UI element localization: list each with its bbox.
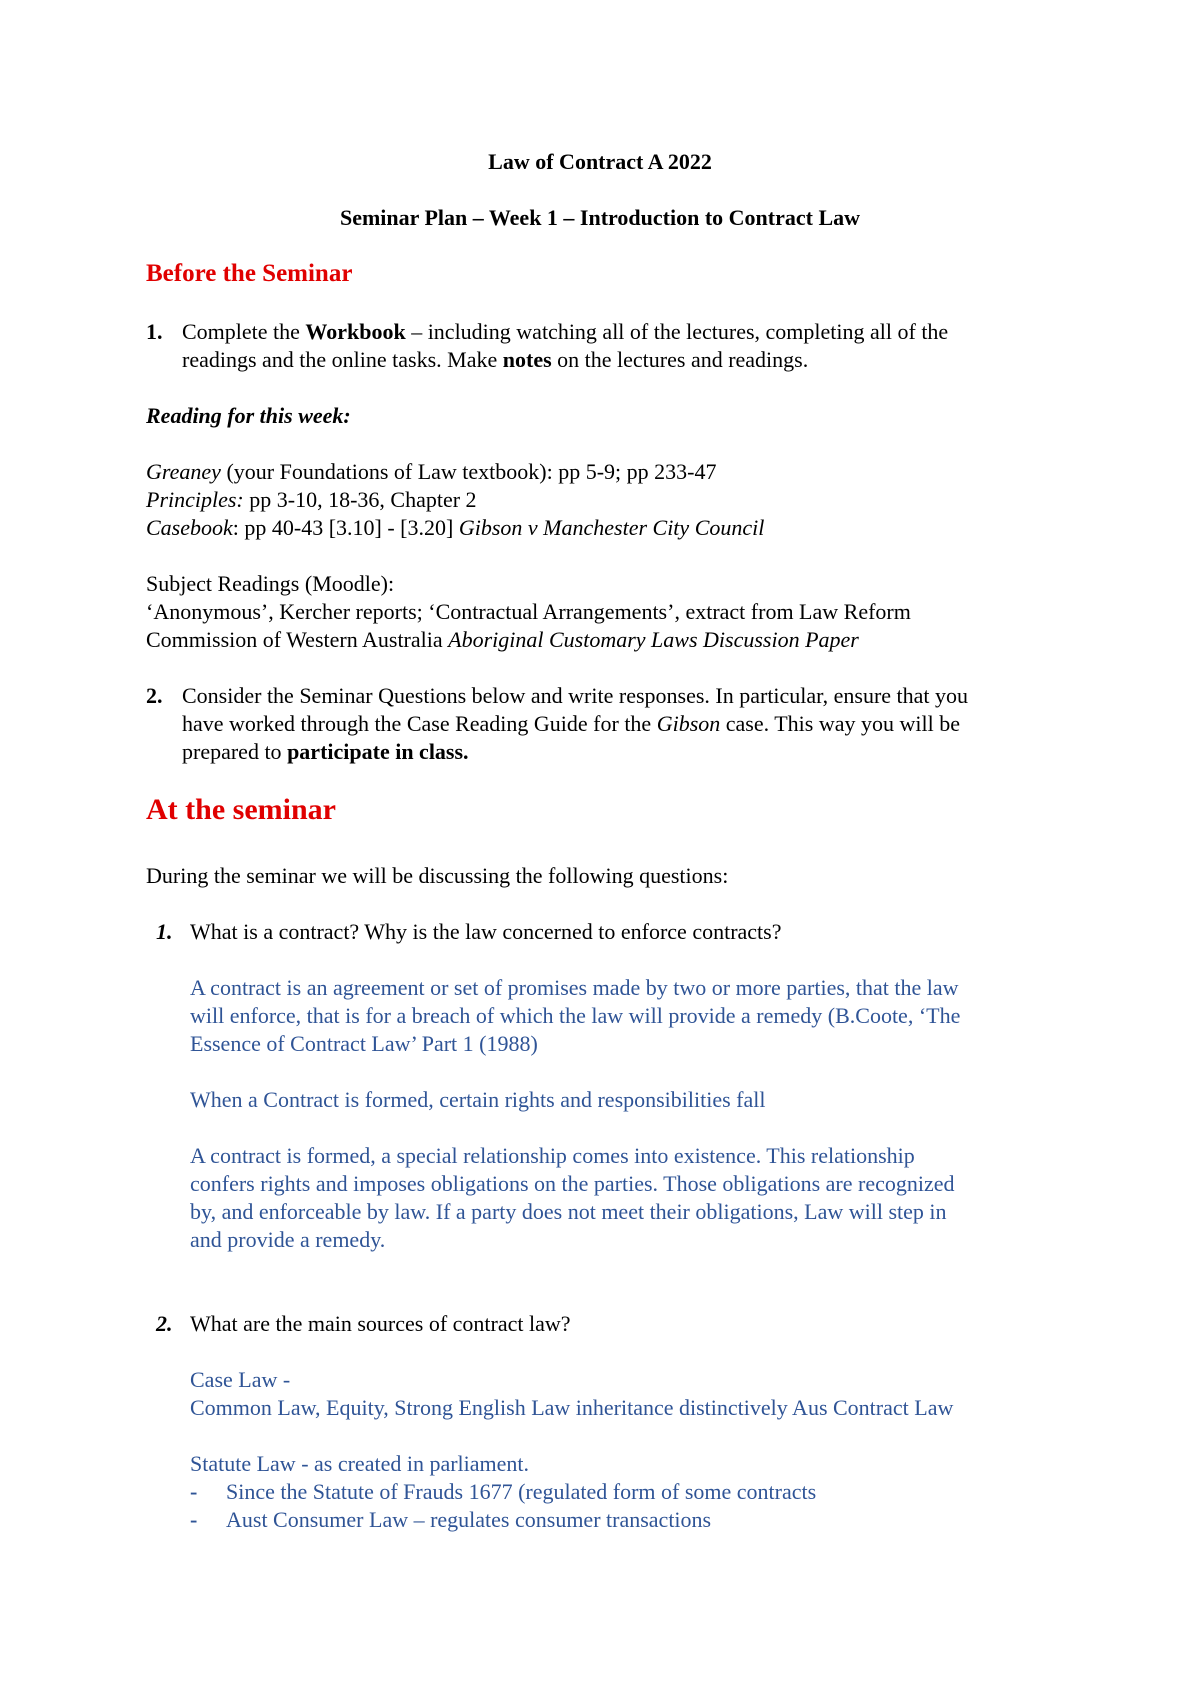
answer-1-para-3-line-2: confers rights and imposes obligations on the parties. Those obligations are recognized [190, 1171, 955, 1196]
subject-readings-line-1: ‘Anonymous’, Kercher reports; ‘Contractual Arrangements’, extract from Law Reform [146, 599, 911, 624]
question-2-text: What are the main sources of contract law? [190, 1311, 571, 1336]
subject-readings-heading: Subject Readings (Moodle): [146, 571, 395, 596]
question-number: 2. [156, 1311, 173, 1336]
subject-readings-line-2: Commission of Western Australia Aboriginal Customary Laws Discussion Paper [146, 627, 859, 652]
question-number: 1. [156, 919, 173, 944]
reading-principles: Principles: pp 3-10, 18-36, Chapter 2 [146, 487, 477, 512]
reading-heading: Reading for this week: [146, 403, 351, 428]
document-subtitle: Seminar Plan – Week 1 – Introduction to Contract Law [339, 205, 861, 230]
answer-1-para-3-line-1: A contract is formed, a special relationship comes into existence. This relationship [190, 1143, 915, 1168]
question-1-text: What is a contract? Why is the law concerned to enforce contracts? [190, 919, 782, 944]
item-number: 1. [146, 319, 163, 344]
before-item-2-line-1: Consider the Seminar Questions below and write responses. In particular, ensure that you [182, 683, 969, 708]
reading-casebook: Casebook: pp 40-43 [3.10] - [3.20] Gibson v Manchester City Council [146, 515, 765, 540]
document-title: Law of Contract A 2022 [488, 149, 712, 174]
before-seminar-heading: Before the Seminar [146, 260, 353, 287]
at-seminar-heading: At the seminar [146, 793, 336, 826]
bullet-dash: - [190, 1507, 198, 1532]
answer-1-paragraph-2: When a Contract is formed, certain rights and responsibilities fall [190, 1087, 766, 1112]
statute-bullet-2: Aust Consumer Law – regulates consumer transactions [226, 1507, 712, 1532]
case-law-detail: Common Law, Equity, Strong English Law inheritance distinctively Aus Contract Law [190, 1395, 954, 1420]
before-item-1-line-1: Complete the Workbook – including watching all of the lectures, completing all of the [182, 319, 949, 344]
answer-1-para-3-line-4: and provide a remedy. [190, 1227, 386, 1252]
case-law-heading: Case Law - [190, 1367, 291, 1392]
answer-1-para-3-line-3: by, and enforceable by law. If a party does not meet their obligations, Law will step in [190, 1199, 947, 1224]
reading-greaney: Greaney (your Foundations of Law textbook): pp 5-9; pp 233-47 [146, 459, 717, 484]
answer-1-line-1: A contract is an agreement or set of promises made by two or more parties, that the law [190, 975, 959, 1000]
before-item-1-line-2: readings and the online tasks. Make notes on the lectures and readings. [182, 347, 809, 372]
before-item-2-line-2: have worked through the Case Reading Guide for the Gibson case. This way you will be [182, 711, 960, 736]
statute-bullet-1: Since the Statute of Frauds 1677 (regulated form of some contracts [226, 1479, 817, 1504]
item-number: 2. [146, 683, 163, 708]
at-seminar-intro: During the seminar we will be discussing the following questions: [146, 863, 729, 888]
bullet-dash: - [190, 1479, 198, 1504]
statute-law-heading: Statute Law - as created in parliament. [190, 1451, 530, 1476]
answer-1-line-2: will enforce, that is for a breach of which the law will provide a remedy (B.Coote, ‘The [190, 1003, 961, 1028]
before-item-2-line-3: prepared to participate in class. [182, 739, 469, 764]
answer-1-line-3: Essence of Contract Law’ Part 1 (1988) [190, 1031, 538, 1056]
